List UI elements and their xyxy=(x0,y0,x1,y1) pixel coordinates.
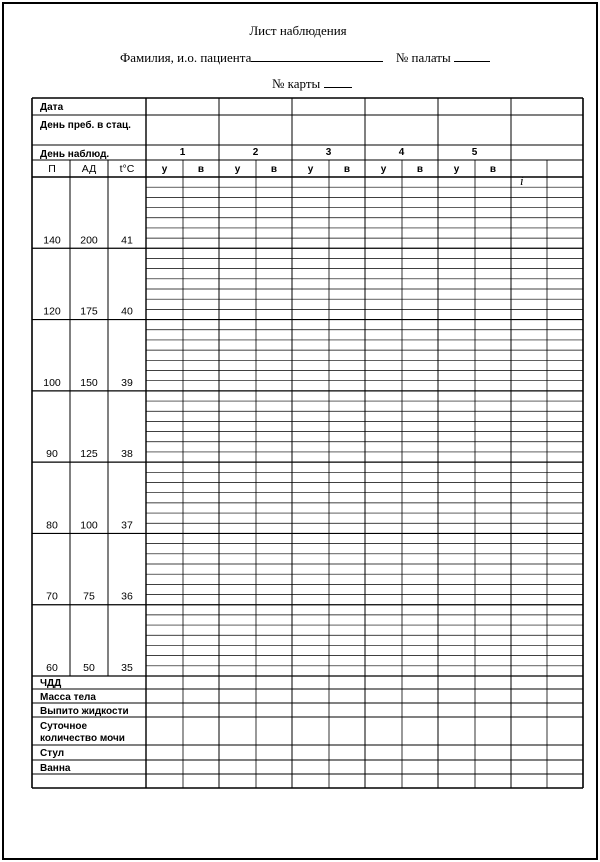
table-grid-lines xyxy=(32,98,583,788)
temperature-value: 41 xyxy=(121,234,133,247)
pulse-header: П xyxy=(48,163,56,175)
temperature-value: 35 xyxy=(121,662,133,674)
morning-header: у xyxy=(234,164,241,175)
day-number-1: 1 xyxy=(179,147,186,158)
morning-header: у xyxy=(380,164,387,175)
temperature-value: 39 xyxy=(121,376,133,389)
evening-header: в xyxy=(270,164,278,175)
temperature-value: 40 xyxy=(121,305,133,318)
day-number-4: 4 xyxy=(398,147,405,158)
bath-label: Ванна xyxy=(40,763,71,774)
ward-number-label: № палаты xyxy=(395,50,451,65)
evening-header: в xyxy=(197,164,205,175)
temperature-value: 38 xyxy=(121,448,133,461)
day-number-2: 2 xyxy=(252,147,259,158)
patient-name-label: Фамилия, и.о. пациента xyxy=(120,50,252,65)
day-numbers xyxy=(180,147,478,158)
body-mass-label: Масса тела xyxy=(40,692,96,703)
morning-header: у xyxy=(161,164,168,175)
bp-value: 75 xyxy=(83,590,95,603)
daily-urine-label-2: количество мочи xyxy=(40,733,125,744)
pulse-value: 80 xyxy=(46,519,58,532)
bp-value: 150 xyxy=(80,376,98,389)
bp-header: АД xyxy=(81,163,97,175)
day-number-3: 3 xyxy=(325,147,332,158)
bp-value: 200 xyxy=(80,234,98,247)
temperature-header: t°C xyxy=(119,163,135,175)
bp-value: 175 xyxy=(80,305,98,318)
resp-rate-label: ЧДД xyxy=(40,678,62,689)
temperature-value: 36 xyxy=(121,590,133,603)
sheet-title: Лист наблюдения xyxy=(249,23,347,38)
bp-value: 125 xyxy=(80,448,98,461)
temperature-value: 37 xyxy=(121,519,133,532)
pulse-value: 60 xyxy=(46,662,58,674)
card-number-label: № карты xyxy=(272,76,321,91)
pulse-value: 120 xyxy=(43,305,61,318)
scale-values xyxy=(43,234,133,674)
morning-header: у xyxy=(453,164,460,175)
bp-value: 100 xyxy=(80,519,98,532)
pen-mark: ỉ xyxy=(520,173,524,188)
pulse-value: 140 xyxy=(43,234,61,247)
morning-header: у xyxy=(307,164,314,175)
pulse-value: 70 xyxy=(46,590,58,603)
bp-value: 50 xyxy=(83,662,95,674)
evening-header: в xyxy=(343,164,351,175)
pulse-value: 90 xyxy=(46,448,58,461)
evening-header: в xyxy=(489,164,497,175)
day-number-5: 5 xyxy=(471,147,478,158)
obs-day-row-label: День наблюд. xyxy=(40,149,110,160)
daily-urine-label-1: Суточное xyxy=(40,721,88,732)
pulse-value: 100 xyxy=(43,376,61,389)
fluid-intake-label: Выпито жидкости xyxy=(40,706,129,717)
evening-header: в xyxy=(416,164,424,175)
stool-label: Стул xyxy=(40,748,65,759)
date-row-label: Дата xyxy=(40,102,64,113)
stay-day-row-label: День преб. в стац. xyxy=(40,120,131,131)
